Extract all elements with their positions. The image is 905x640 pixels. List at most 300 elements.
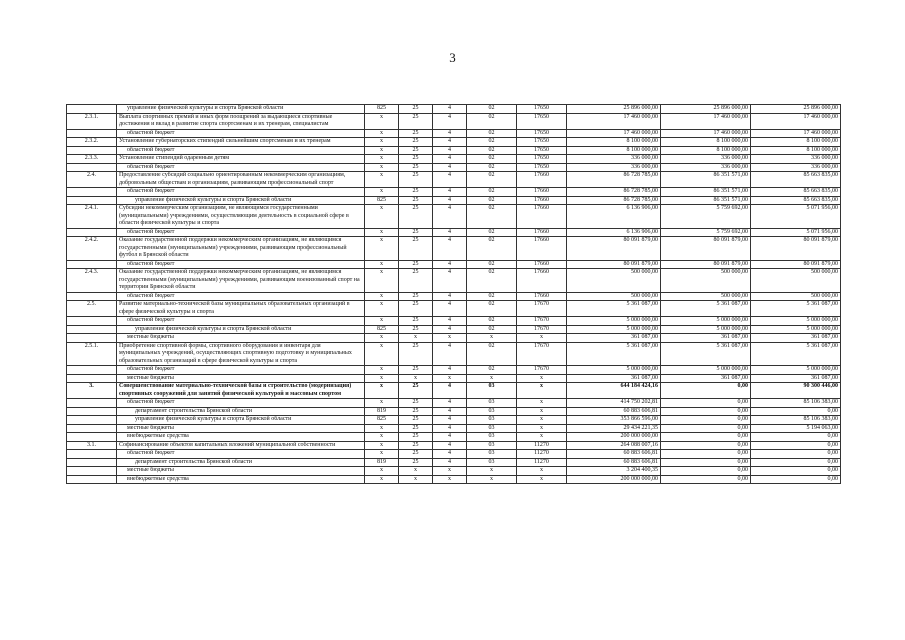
- value-year-3: 17 460 000,00: [751, 113, 841, 129]
- value-year-1: 500 000,00: [567, 292, 661, 301]
- value-year-2: 5 361 087,00: [661, 342, 751, 366]
- code-admin: 825: [365, 196, 399, 205]
- code-direction: 17650: [517, 163, 567, 172]
- row-name: областной бюджет: [117, 260, 365, 269]
- value-year-1: 264 088 007,16: [567, 441, 661, 450]
- value-year-2: 17 460 000,00: [661, 113, 751, 129]
- code-direction: х: [517, 424, 567, 433]
- value-year-2: 0,00: [661, 407, 751, 416]
- code-event: 02: [467, 163, 517, 172]
- code-program: 25: [399, 416, 433, 425]
- code-direction: 17660: [517, 172, 567, 188]
- code-subprogram: х: [433, 374, 467, 383]
- value-year-2: 8 100 000,00: [661, 138, 751, 147]
- code-subprogram: 4: [433, 450, 467, 459]
- row-index: [67, 188, 117, 197]
- value-year-1: 336 000,00: [567, 155, 661, 164]
- value-year-2: 86 351 571,00: [661, 188, 751, 197]
- code-program: х: [399, 334, 433, 343]
- value-year-3: 80 091 879,00: [751, 260, 841, 269]
- code-event: 03: [467, 441, 517, 450]
- code-program: 25: [399, 433, 433, 442]
- code-admin: х: [365, 475, 399, 484]
- value-year-3: 336 000,00: [751, 155, 841, 164]
- code-direction: 17650: [517, 129, 567, 138]
- value-year-1: 86 728 785,00: [567, 172, 661, 188]
- code-admin: 825: [365, 105, 399, 114]
- table-row: [67, 342, 841, 366]
- code-program: 25: [399, 269, 433, 293]
- code-event: 03: [467, 450, 517, 459]
- code-subprogram: 4: [433, 163, 467, 172]
- code-direction: х: [517, 416, 567, 425]
- code-subprogram: 4: [433, 416, 467, 425]
- row-index: 2.4.3.: [67, 269, 117, 293]
- code-admin: х: [365, 399, 399, 408]
- row-name: Установление стипендий одаренным детям: [117, 155, 365, 164]
- row-name: управление физической культуры и спорта Брянской области: [117, 196, 365, 205]
- value-year-2: 500 000,00: [661, 292, 751, 301]
- value-year-3: 25 896 000,00: [751, 105, 841, 114]
- value-year-2: 25 896 000,00: [661, 105, 751, 114]
- value-year-1: 8 100 000,00: [567, 146, 661, 155]
- code-program: 25: [399, 188, 433, 197]
- value-year-1: 5 361 087,00: [567, 301, 661, 317]
- code-event: 02: [467, 342, 517, 366]
- code-event: 02: [467, 155, 517, 164]
- row-index: [67, 163, 117, 172]
- code-direction: 17650: [517, 146, 567, 155]
- code-admin: х: [365, 205, 399, 229]
- table-row: [67, 325, 841, 334]
- code-direction: 17660: [517, 292, 567, 301]
- value-year-1: 353 866 596,00: [567, 416, 661, 425]
- row-index: [67, 325, 117, 334]
- row-name: Оказание государственной поддержки некоммерческим организациям, не являющимся государственными (муниципальными) учреждениями, развивающим военизованный спорт на территории Брянской области: [117, 269, 365, 293]
- code-direction: 17660: [517, 260, 567, 269]
- code-event: 02: [467, 237, 517, 261]
- code-admin: х: [365, 467, 399, 476]
- code-admin: х: [365, 188, 399, 197]
- value-year-3: 361 087,00: [751, 334, 841, 343]
- value-year-1: 29 434 221,35: [567, 424, 661, 433]
- code-program: 25: [399, 228, 433, 237]
- row-index: [67, 196, 117, 205]
- row-name: областной бюджет: [117, 228, 365, 237]
- code-event: 02: [467, 146, 517, 155]
- code-admin: х: [365, 292, 399, 301]
- code-subprogram: 4: [433, 138, 467, 147]
- value-year-1: 17 460 000,00: [567, 113, 661, 129]
- row-name: Выплата спортивных премий и иных форм поощрений за выдающиеся спортивные достижения и вклад в развитие спорта спортсменам и их тренерам, специалистам: [117, 113, 365, 129]
- table-row: [67, 424, 841, 433]
- code-subprogram: 4: [433, 407, 467, 416]
- row-name: Предоставление субсидий социально ориентированным некоммерческим организациям, добровольным обществам и организациям, развивающим профессиональный спорт: [117, 172, 365, 188]
- row-index: [67, 374, 117, 383]
- value-year-2: 80 091 879,00: [661, 237, 751, 261]
- value-year-2: 336 000,00: [661, 163, 751, 172]
- code-direction: 17670: [517, 366, 567, 375]
- value-year-3: 0,00: [751, 467, 841, 476]
- code-event: х: [467, 475, 517, 484]
- value-year-2: 0,00: [661, 458, 751, 467]
- table-row: [67, 237, 841, 261]
- value-year-1: 6 136 906,00: [567, 205, 661, 229]
- code-program: 25: [399, 260, 433, 269]
- table-row: [67, 105, 841, 114]
- row-index: [67, 129, 117, 138]
- value-year-2: 0,00: [661, 383, 751, 399]
- code-admin: х: [365, 138, 399, 147]
- code-subprogram: 4: [433, 172, 467, 188]
- row-name: управление физической культуры и спорта Брянской области: [117, 105, 365, 114]
- value-year-3: 85 106 383,00: [751, 399, 841, 408]
- value-year-2: 0,00: [661, 467, 751, 476]
- code-event: 03: [467, 458, 517, 467]
- value-year-1: 86 728 785,00: [567, 188, 661, 197]
- code-program: 25: [399, 325, 433, 334]
- code-admin: 825: [365, 416, 399, 425]
- row-index: [67, 146, 117, 155]
- table-row: [67, 155, 841, 164]
- code-subprogram: 4: [433, 146, 467, 155]
- value-year-3: 0,00: [751, 475, 841, 484]
- value-year-1: 361 087,00: [567, 374, 661, 383]
- table-row: [67, 228, 841, 237]
- code-direction: 17670: [517, 325, 567, 334]
- code-program: х: [399, 467, 433, 476]
- value-year-2: 5 759 692,00: [661, 228, 751, 237]
- value-year-1: 17 460 000,00: [567, 129, 661, 138]
- code-event: 02: [467, 228, 517, 237]
- code-event: 02: [467, 292, 517, 301]
- code-program: 25: [399, 441, 433, 450]
- row-index: [67, 228, 117, 237]
- code-subprogram: 4: [433, 196, 467, 205]
- row-name: внебюджетные средства: [117, 433, 365, 442]
- code-admin: х: [365, 155, 399, 164]
- row-index: [67, 433, 117, 442]
- code-program: 25: [399, 138, 433, 147]
- table-row: [67, 301, 841, 317]
- row-name: местные бюджеты: [117, 334, 365, 343]
- budget-table: [66, 104, 841, 484]
- row-name: Развитие материально-технической базы муниципальных образовательных организаций в сфере физической культуры и спорта: [117, 301, 365, 317]
- table-row: [67, 407, 841, 416]
- code-admin: х: [365, 146, 399, 155]
- code-event: 03: [467, 383, 517, 399]
- code-subprogram: 4: [433, 155, 467, 164]
- value-year-3: 85 663 835,00: [751, 188, 841, 197]
- value-year-3: 0,00: [751, 450, 841, 459]
- row-name: областной бюджет: [117, 163, 365, 172]
- code-admin: х: [365, 301, 399, 317]
- code-direction: 17650: [517, 105, 567, 114]
- code-admin: х: [365, 441, 399, 450]
- value-year-1: 5 000 000,00: [567, 366, 661, 375]
- value-year-3: 0,00: [751, 433, 841, 442]
- row-index: [67, 334, 117, 343]
- row-name: Приобретение спортивной формы, спортивного оборудования и инвентаря для муниципальных учреждений, осуществляющих спортивную подготовку и муниципальных образовательных организаций в сфере физической культуры и спорта: [117, 342, 365, 366]
- code-admin: х: [365, 260, 399, 269]
- table-row: [67, 163, 841, 172]
- value-year-1: 336 000,00: [567, 163, 661, 172]
- value-year-2: 500 000,00: [661, 269, 751, 293]
- code-admin: х: [365, 383, 399, 399]
- code-direction: х: [517, 383, 567, 399]
- value-year-1: 5 000 000,00: [567, 317, 661, 326]
- value-year-2: 8 100 000,00: [661, 146, 751, 155]
- value-year-1: 500 000,00: [567, 269, 661, 293]
- value-year-3: 5 361 087,00: [751, 301, 841, 317]
- value-year-3: 5 071 956,00: [751, 228, 841, 237]
- code-event: 02: [467, 317, 517, 326]
- table-row: [67, 383, 841, 399]
- value-year-3: 500 000,00: [751, 269, 841, 293]
- row-index: [67, 458, 117, 467]
- code-subprogram: 4: [433, 342, 467, 366]
- code-program: 25: [399, 146, 433, 155]
- code-admin: х: [365, 433, 399, 442]
- value-year-2: 5 000 000,00: [661, 325, 751, 334]
- code-subprogram: 4: [433, 269, 467, 293]
- row-name: областной бюджет: [117, 188, 365, 197]
- value-year-1: 80 091 879,00: [567, 260, 661, 269]
- code-program: 25: [399, 129, 433, 138]
- code-direction: х: [517, 399, 567, 408]
- row-name: местные бюджеты: [117, 424, 365, 433]
- row-name: Софинансирование объектов капитальных вложений муниципальной собственности: [117, 441, 365, 450]
- code-program: 25: [399, 292, 433, 301]
- table-row: [67, 292, 841, 301]
- code-program: 25: [399, 113, 433, 129]
- row-name: управление физической культуры и спорта Брянской области: [117, 416, 365, 425]
- code-event: 02: [467, 325, 517, 334]
- row-index: 2.5.: [67, 301, 117, 317]
- code-direction: х: [517, 433, 567, 442]
- code-subprogram: х: [433, 334, 467, 343]
- code-program: 25: [399, 317, 433, 326]
- value-year-3: 8 100 000,00: [751, 138, 841, 147]
- value-year-1: 414 750 202,81: [567, 399, 661, 408]
- code-direction: 17670: [517, 342, 567, 366]
- value-year-1: 60 883 606,81: [567, 458, 661, 467]
- code-program: 25: [399, 172, 433, 188]
- row-name: Субсидии некоммерческим организациям, не являющимся государственными (муниципальными) учреждениями, осуществляющим деятельность в социальной сфере в области физической культуры и спорта: [117, 205, 365, 229]
- code-subprogram: 4: [433, 458, 467, 467]
- row-index: 2.5.1.: [67, 342, 117, 366]
- code-admin: х: [365, 342, 399, 366]
- code-program: 25: [399, 407, 433, 416]
- code-program: 25: [399, 105, 433, 114]
- code-subprogram: 4: [433, 105, 467, 114]
- value-year-3: 0,00: [751, 458, 841, 467]
- value-year-2: 86 351 571,00: [661, 196, 751, 205]
- code-program: 25: [399, 155, 433, 164]
- code-admin: х: [365, 172, 399, 188]
- code-admin: х: [365, 424, 399, 433]
- row-name: областной бюджет: [117, 450, 365, 459]
- table-row: [67, 113, 841, 129]
- value-year-3: 336 000,00: [751, 163, 841, 172]
- value-year-2: 0,00: [661, 433, 751, 442]
- code-direction: х: [517, 475, 567, 484]
- code-direction: 17660: [517, 205, 567, 229]
- value-year-3: 5 361 087,00: [751, 342, 841, 366]
- code-subprogram: 4: [433, 237, 467, 261]
- row-name: местные бюджеты: [117, 467, 365, 476]
- row-index: [67, 424, 117, 433]
- code-program: 25: [399, 342, 433, 366]
- row-index: 2.3.3.: [67, 155, 117, 164]
- code-subprogram: 4: [433, 301, 467, 317]
- page-number: 3: [449, 50, 456, 65]
- code-event: 02: [467, 172, 517, 188]
- code-program: 25: [399, 424, 433, 433]
- value-year-3: 17 460 000,00: [751, 129, 841, 138]
- value-year-3: 5 194 063,00: [751, 424, 841, 433]
- code-program: 25: [399, 458, 433, 467]
- code-program: 25: [399, 399, 433, 408]
- row-name: областной бюджет: [117, 146, 365, 155]
- code-admin: х: [365, 450, 399, 459]
- row-name: областной бюджет: [117, 292, 365, 301]
- code-event: 03: [467, 407, 517, 416]
- row-name: местные бюджеты: [117, 374, 365, 383]
- code-subprogram: 4: [433, 113, 467, 129]
- row-index: [67, 407, 117, 416]
- value-year-2: 80 091 879,00: [661, 260, 751, 269]
- code-subprogram: 4: [433, 383, 467, 399]
- row-index: [67, 399, 117, 408]
- code-program: 25: [399, 237, 433, 261]
- code-program: 25: [399, 366, 433, 375]
- row-index: [67, 292, 117, 301]
- value-year-1: 200 000 000,00: [567, 433, 661, 442]
- value-year-2: 86 351 571,00: [661, 172, 751, 188]
- code-direction: 17650: [517, 138, 567, 147]
- table-row: [67, 138, 841, 147]
- code-subprogram: 4: [433, 433, 467, 442]
- table-row: [67, 269, 841, 293]
- table-row: [67, 129, 841, 138]
- code-event: 03: [467, 399, 517, 408]
- value-year-2: 361 087,00: [661, 334, 751, 343]
- value-year-2: 0,00: [661, 399, 751, 408]
- row-index: 2.3.1.: [67, 113, 117, 129]
- code-event: 02: [467, 269, 517, 293]
- value-year-2: 5 000 000,00: [661, 317, 751, 326]
- code-event: 03: [467, 416, 517, 425]
- code-subprogram: 4: [433, 129, 467, 138]
- row-name: Совершенствование материально-технической базы и строительство (модернизация) спортивных сооружений для занятий физической культурой и массовым спортом: [117, 383, 365, 399]
- code-program: 25: [399, 163, 433, 172]
- value-year-2: 5 361 087,00: [661, 301, 751, 317]
- table-row: [67, 146, 841, 155]
- table-row: [67, 366, 841, 375]
- table-row: [67, 334, 841, 343]
- value-year-1: 5 000 000,00: [567, 325, 661, 334]
- code-admin: х: [365, 113, 399, 129]
- code-event: 02: [467, 113, 517, 129]
- value-year-2: 0,00: [661, 475, 751, 484]
- code-direction: 17660: [517, 196, 567, 205]
- code-direction: 17650: [517, 113, 567, 129]
- value-year-3: 85 106 383,00: [751, 416, 841, 425]
- value-year-3: 5 000 000,00: [751, 325, 841, 334]
- code-admin: х: [365, 269, 399, 293]
- table-row: [67, 441, 841, 450]
- row-index: [67, 317, 117, 326]
- code-event: 02: [467, 138, 517, 147]
- code-admin: х: [365, 228, 399, 237]
- value-year-3: 85 663 835,00: [751, 196, 841, 205]
- code-event: х: [467, 374, 517, 383]
- code-admin: х: [365, 317, 399, 326]
- row-index: 3.1.: [67, 441, 117, 450]
- row-index: 2.4.: [67, 172, 117, 188]
- code-direction: 11270: [517, 450, 567, 459]
- code-direction: 17650: [517, 155, 567, 164]
- code-subprogram: 4: [433, 424, 467, 433]
- row-name: департамент строительства Брянской области: [117, 407, 365, 416]
- row-index: [67, 475, 117, 484]
- row-name: областной бюджет: [117, 399, 365, 408]
- row-name: областной бюджет: [117, 366, 365, 375]
- row-name: департамент строительства Брянской области: [117, 458, 365, 467]
- code-event: 02: [467, 196, 517, 205]
- table-row: [67, 416, 841, 425]
- code-event: 02: [467, 129, 517, 138]
- table-row: [67, 196, 841, 205]
- code-subprogram: 4: [433, 399, 467, 408]
- code-subprogram: 4: [433, 228, 467, 237]
- code-direction: 11270: [517, 441, 567, 450]
- value-year-2: 0,00: [661, 424, 751, 433]
- row-name: областной бюджет: [117, 317, 365, 326]
- value-year-3: 500 000,00: [751, 292, 841, 301]
- code-direction: 17660: [517, 188, 567, 197]
- code-subprogram: 4: [433, 205, 467, 229]
- row-name: Оказание государственной поддержки некоммерческим организациям, не являющимся государственными (муниципальными) учреждениями, развивающим профессиональный футбол в Брянской области: [117, 237, 365, 261]
- code-admin: 819: [365, 407, 399, 416]
- row-name: Установление губернаторских стипендий сильнейшим спортсменам и их тренерам: [117, 138, 365, 147]
- table-row: [67, 399, 841, 408]
- code-program: 25: [399, 205, 433, 229]
- value-year-2: 17 460 000,00: [661, 129, 751, 138]
- value-year-3: 5 000 000,00: [751, 366, 841, 375]
- code-program: х: [399, 374, 433, 383]
- code-event: 03: [467, 433, 517, 442]
- row-name: областной бюджет: [117, 129, 365, 138]
- code-program: 25: [399, 383, 433, 399]
- table-row: [67, 450, 841, 459]
- table-row: [67, 317, 841, 326]
- row-index: [67, 450, 117, 459]
- table-body: [67, 105, 841, 484]
- value-year-1: 80 091 879,00: [567, 237, 661, 261]
- code-direction: 17660: [517, 269, 567, 293]
- code-subprogram: 4: [433, 292, 467, 301]
- code-admin: х: [365, 237, 399, 261]
- code-event: 02: [467, 260, 517, 269]
- code-subprogram: х: [433, 475, 467, 484]
- code-direction: 17670: [517, 317, 567, 326]
- table-row: [67, 433, 841, 442]
- code-admin: х: [365, 129, 399, 138]
- row-name: управление физической культуры и спорта Брянской области: [117, 325, 365, 334]
- code-admin: 825: [365, 325, 399, 334]
